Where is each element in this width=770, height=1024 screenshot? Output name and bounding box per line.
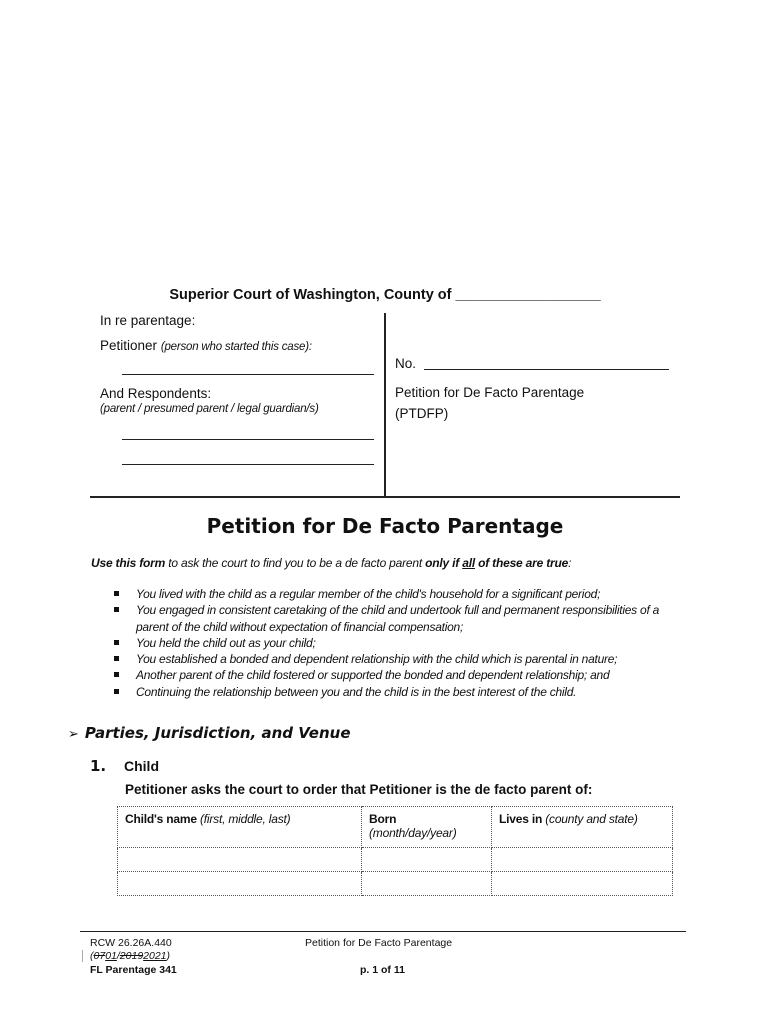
condition-text: You engaged in consistent caretaking of the child and undertook full and permanent responsibilities of a parent of the child without expectation of financial compensation; [136,603,660,634]
intro-true-text: of these are true [474,556,569,570]
child-lives-cell[interactable] [492,848,673,872]
footer-revision: (0701/20192021) [90,950,171,962]
petitioner-hint: (person who started this case): [160,341,312,353]
condition-text: Another parent of the child fostered or supported the bonded and dependent relationship; and [136,668,610,683]
footer-form-title: Petition for De Facto Parentage [305,937,453,949]
case-number-label: No. [395,356,417,371]
intro-all: all [462,556,475,570]
list-item [112,651,672,667]
list-item [112,635,672,651]
intro-middle: to ask the court to find you to be a de facto parent [165,556,426,570]
in-re-label: In re parentage: [100,313,196,328]
header-lives-in: Lives in (county and state) [492,807,673,848]
child-name-cell[interactable] [118,872,362,896]
intro-text [91,556,571,570]
intro-colon: : [568,556,572,570]
footer-rule [80,931,686,932]
list-item [112,684,672,700]
change-bar [82,950,83,962]
condition-text: You established a bonded and dependent relationship with the child which is parental in nature; [136,652,618,667]
case-number-line[interactable] [424,369,669,370]
bullet-square-icon [114,689,119,694]
intro-use-this-form: Use this form [91,556,166,570]
bullet-square-icon [114,591,119,596]
header-born: Born (month/day/year) [362,807,492,848]
bullet-square-icon [114,607,119,612]
petitioner-label-group [100,338,312,353]
condition-text: You lived with the child as a regular member of the child's household for a significant period; [136,587,601,601]
footer-form-id: FL Parentage 341 [90,964,177,976]
child-table [117,806,673,896]
table-row [118,848,673,872]
list-item [112,667,672,683]
intro-only-if: only if [425,556,463,570]
list-item [112,602,672,635]
header-child-name: Child's name (first, middle, last) [118,807,362,848]
caption-petition-code: (PTDFP) [395,406,449,421]
item-title: Child [124,758,159,774]
footer-page-number: p. 1 of 11 [360,964,405,976]
petitioner-name-line[interactable] [122,374,374,375]
arrow-bullet-icon: ➢ [68,727,79,742]
respondents-hint: (parent / presumed parent / legal guardian/s) [100,403,319,415]
respondents-label: And Respondents: [100,386,212,401]
child-name-cell[interactable] [118,848,362,872]
respondent-name-line-1[interactable] [122,439,374,440]
section-title: Parties, Jurisdiction, and Venue [84,724,351,742]
caption-petition-title: Petition for De Facto Parentage [395,385,585,400]
bullet-square-icon [114,672,119,677]
child-born-cell[interactable] [362,848,492,872]
respondent-name-line-2[interactable] [122,464,374,465]
list-item [112,586,672,602]
section-heading [68,724,351,742]
page-title: Petition for De Facto Parentage [206,514,564,538]
bullet-square-icon [114,640,119,645]
condition-text: You held the child out as your child; [136,635,316,650]
bullet-square-icon [114,656,119,661]
child-born-cell[interactable] [362,872,492,896]
caption-bottom-rule [90,496,680,498]
item-number: 1. [90,757,107,775]
footer-rcw: RCW 26.26A.440 [90,937,172,949]
conditions-list [112,586,672,700]
petition-request: Petitioner asks the court to order that Petitioner is the de facto parent of: [125,782,593,797]
caption-divider [384,313,386,498]
table-row [118,872,673,896]
court-heading: Superior Court of Washington, County of __________________ [169,287,601,303]
child-lives-cell[interactable] [492,872,673,896]
condition-text: Continuing the relationship between you and the child is in the best interest of the child. [136,684,577,699]
table-header-row [118,807,673,848]
petitioner-label: Petitioner [100,338,158,353]
